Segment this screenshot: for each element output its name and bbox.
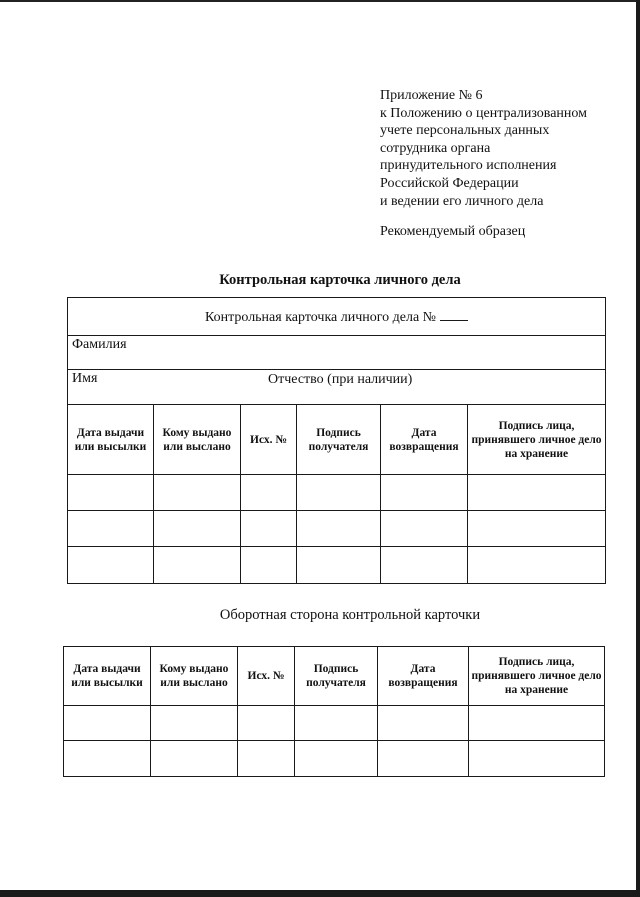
card-title: Контрольная карточка личного дела: [219, 272, 461, 288]
table-cell[interactable]: [151, 741, 238, 777]
table-cell[interactable]: [381, 475, 468, 511]
table-cell[interactable]: [469, 706, 605, 741]
control-card-table: [67, 297, 606, 584]
column-header-outgoing-number: Исх. №: [241, 405, 297, 475]
table-cell[interactable]: [378, 706, 469, 741]
table-cell[interactable]: [238, 741, 295, 777]
table-cell[interactable]: [469, 741, 605, 777]
table-row: [64, 706, 605, 741]
appendix-line: к Положению о централизованном: [380, 105, 587, 121]
surname-label: Фамилия: [72, 337, 127, 352]
table-cell[interactable]: [468, 511, 606, 547]
table-cell[interactable]: [381, 547, 468, 584]
table-cell[interactable]: [297, 475, 381, 511]
reverse-column-header-storage-signature: Подпись лица, принявшего личное дело на хранение: [469, 647, 605, 706]
table-cell[interactable]: [468, 547, 606, 584]
name-field[interactable]: [68, 370, 606, 405]
appendix-line: и ведении его личного дела: [380, 193, 544, 209]
appendix-line: Российской Федерации: [380, 175, 519, 191]
appendix-line: принудительного исполнения: [380, 158, 557, 174]
table-cell[interactable]: [154, 547, 241, 584]
table-row: [68, 511, 606, 547]
table-cell[interactable]: [295, 741, 378, 777]
reverse-column-header-outgoing-number: Исх. №: [238, 647, 295, 706]
sample-label: Рекомендуемый образец: [380, 224, 526, 239]
card-number-blank[interactable]: [440, 308, 468, 321]
column-header-date-issued: Дата выдачи или высылки: [68, 405, 154, 475]
table-cell[interactable]: [151, 706, 238, 741]
table-cell[interactable]: [64, 741, 151, 777]
table-cell[interactable]: [297, 547, 381, 584]
table-cell[interactable]: [68, 547, 154, 584]
reverse-column-header-return-date: Дата возвращения: [378, 647, 469, 706]
patronymic-label: Отчество (при наличии): [268, 372, 413, 387]
table-row: [68, 547, 606, 584]
reverse-side-table: [63, 646, 605, 777]
table-cell[interactable]: [241, 547, 297, 584]
scan-edge-top: [0, 0, 640, 2]
card-number-cell: [68, 298, 606, 336]
reverse-side-title: Оборотная сторона контрольной карточки: [219, 607, 481, 623]
table-cell[interactable]: [378, 741, 469, 777]
scan-edge-right: [636, 0, 640, 897]
table-cell[interactable]: [468, 475, 606, 511]
column-header-storage-signature: Подпись лица, принявшего личное дело на хранение: [468, 405, 606, 475]
table-cell[interactable]: [68, 475, 154, 511]
reverse-column-header-recipient: Кому выдано или выслано: [151, 647, 238, 706]
appendix-reference: [380, 87, 620, 210]
table-cell[interactable]: [381, 511, 468, 547]
scan-edge-bottom: [0, 890, 640, 897]
reverse-column-header-date-issued: Дата выдачи или высылки: [64, 647, 151, 706]
surname-field[interactable]: [68, 336, 606, 370]
table-cell[interactable]: [64, 706, 151, 741]
table-cell[interactable]: [154, 511, 241, 547]
reverse-column-header-recipient-signature: Подпись получателя: [295, 647, 378, 706]
name-label: Имя: [72, 371, 98, 386]
appendix-line: Приложение № 6: [380, 88, 483, 103]
card-number-label: Контрольная карточка личного дела №: [204, 309, 437, 325]
table-cell[interactable]: [238, 706, 295, 741]
column-header-recipient: Кому выдано или выслано: [154, 405, 241, 475]
table-cell[interactable]: [241, 475, 297, 511]
table-row: [68, 475, 606, 511]
table-row: [64, 741, 605, 777]
table-cell[interactable]: [68, 511, 154, 547]
appendix-line: сотрудника органа: [380, 140, 491, 156]
column-header-return-date: Дата возвращения: [381, 405, 468, 475]
table-cell[interactable]: [154, 475, 241, 511]
appendix-line: учете персональных данных: [380, 123, 550, 139]
table-cell[interactable]: [241, 511, 297, 547]
table-cell[interactable]: [295, 706, 378, 741]
table-cell[interactable]: [297, 511, 381, 547]
column-header-recipient-signature: Подпись получателя: [297, 405, 381, 475]
